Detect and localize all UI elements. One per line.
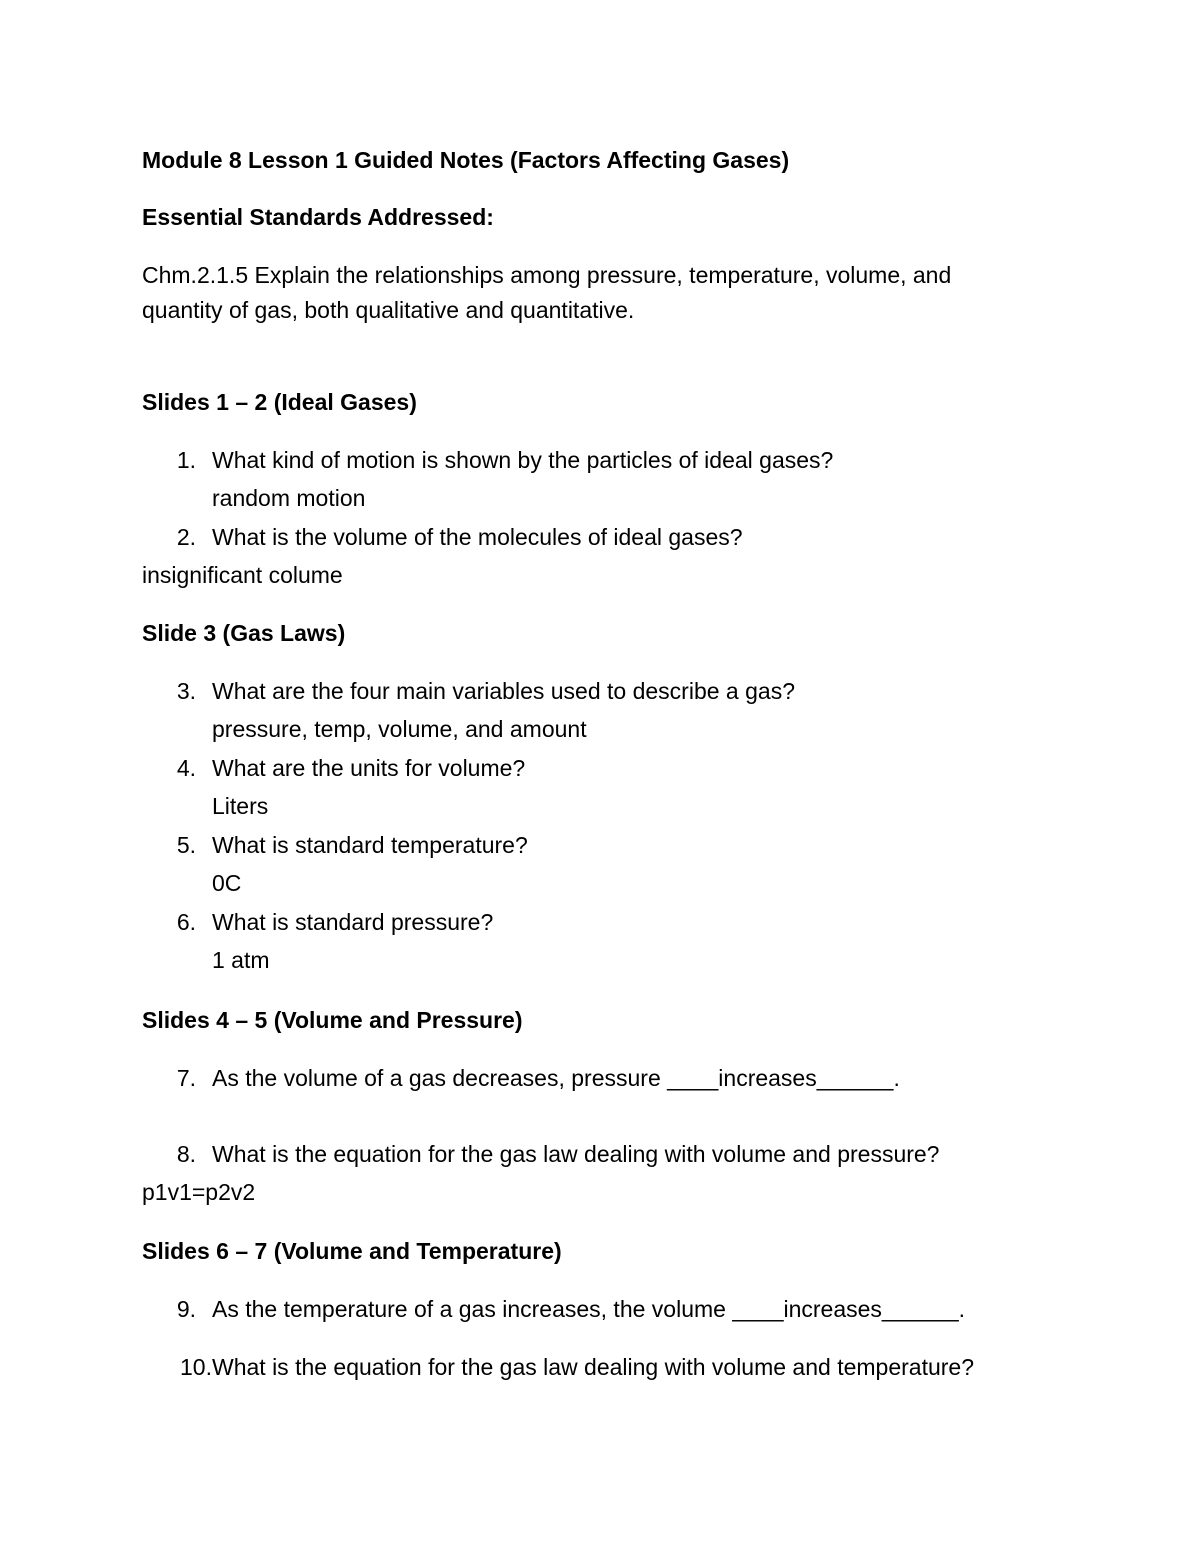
question-number: 2. [176,524,196,550]
question-number: 3. [176,678,196,704]
question-answer: 1 atm [212,947,270,973]
standard-text-line-2: quantity of gas, both qualitative and quantitative. [142,297,635,323]
question-answer: random motion [212,485,366,511]
question-number: 4. [176,755,196,781]
question-number: 7. [176,1065,196,1091]
question-text: As the temperature of a gas increases, the volume ____increases______. [212,1296,966,1322]
question-number: 6. [176,909,196,935]
section-heading-volume-temperature: Slides 6 – 7 (Volume and Temperature) [142,1238,562,1264]
question-text: What is standard temperature? [212,832,528,858]
question-answer: 0C [212,870,242,896]
question-text: What kind of motion is shown by the particles of ideal gases? [212,447,834,473]
question-number: 8. [176,1141,196,1167]
document-title: Module 8 Lesson 1 Guided Notes (Factors Affecting Gases) [142,147,790,173]
question-answer: insignificant colume [142,562,343,588]
question-answer: pressure, temp, volume, and amount [212,716,587,742]
question-text: As the volume of a gas decreases, pressure ____increases______. [212,1065,900,1091]
question-text: What is the equation for the gas law dealing with volume and temperature? [212,1354,974,1380]
standard-text-line-1: Chm.2.1.5 Explain the relationships among pressure, temperature, volume, and [142,262,952,288]
section-heading-gas-laws: Slide 3 (Gas Laws) [142,620,346,646]
question-text: What is the volume of the molecules of ideal gases? [212,524,743,550]
question-text: What is standard pressure? [212,909,494,935]
question-number: 5. [176,832,196,858]
question-answer: p1v1=p2v2 [142,1179,256,1205]
section-heading-ideal-gases: Slides 1 – 2 (Ideal Gases) [142,389,417,415]
question-number: 1. [176,447,196,473]
question-text: What is the equation for the gas law dealing with volume and pressure? [212,1141,940,1167]
question-text: What are the units for volume? [212,755,526,781]
section-heading-volume-pressure: Slides 4 – 5 (Volume and Pressure) [142,1007,523,1033]
question-number: 9. [176,1296,196,1322]
question-number: 10. [180,1354,212,1380]
question-text: What are the four main variables used to describe a gas? [212,678,795,704]
question-answer: Liters [212,793,269,819]
standards-heading: Essential Standards Addressed: [142,204,494,230]
